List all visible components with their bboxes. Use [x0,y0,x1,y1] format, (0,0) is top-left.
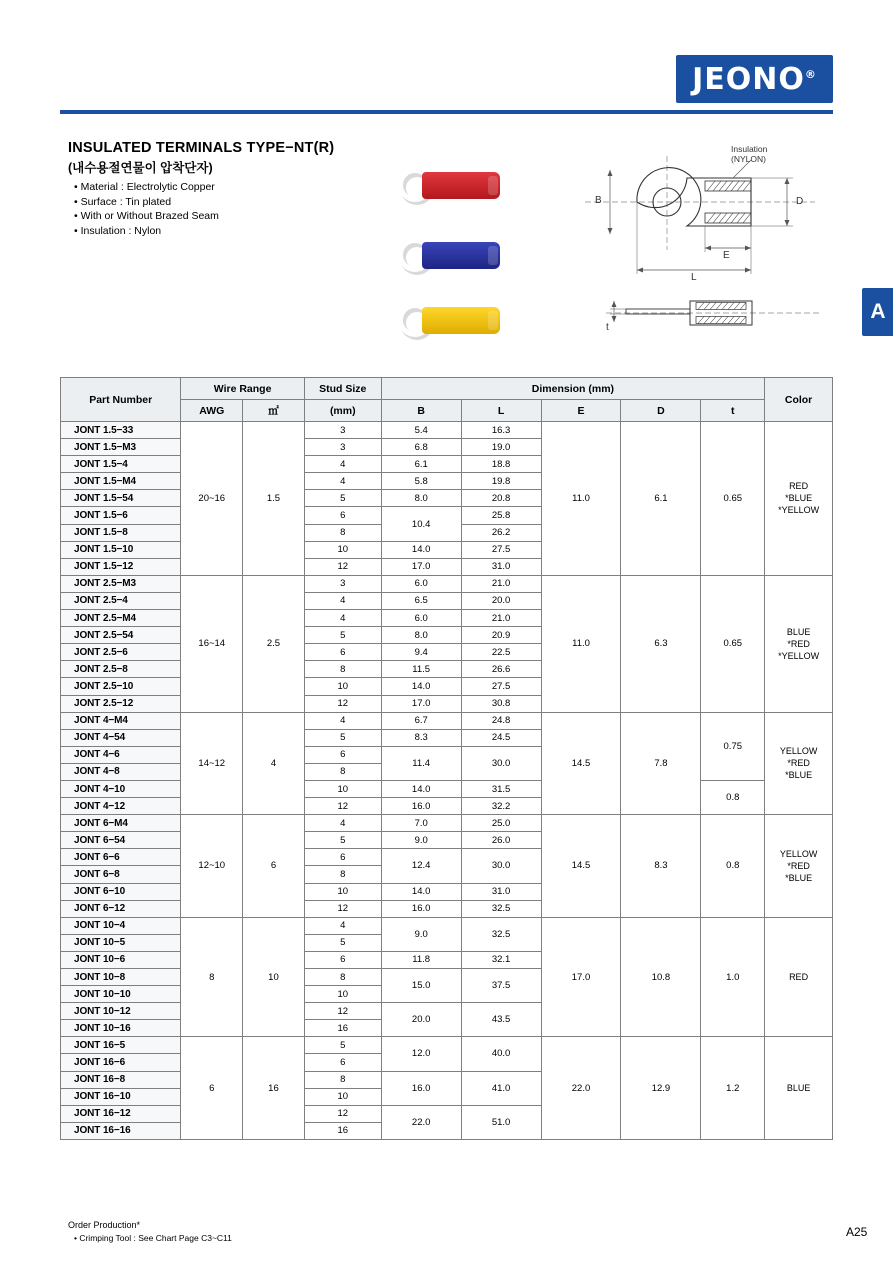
cell-dim-d: 8.3 [621,815,701,918]
cell-dim-b: 22.0 [381,1105,461,1139]
cell-part-number: JONT 2.5−6 [61,644,181,661]
table-row [61,422,833,439]
section-tab-a: A [862,288,893,336]
cell-dim-t: 0.65 [701,575,765,712]
cell-dim-d: 6.3 [621,575,701,712]
cell-stud-size: 10 [304,541,381,558]
cell-dim-e: 11.0 [541,575,621,712]
cell-stud-size: 3 [304,575,381,592]
cell-dim-b: 14.0 [381,883,461,900]
brand-registered-mark: ® [804,67,817,81]
terminal-spec-table [60,377,833,1140]
cell-dim-l: 20.8 [461,490,541,507]
cell-part-number: JONT 6−M4 [61,815,181,832]
cell-part-number: JONT 4−6 [61,746,181,763]
cell-dim-l: 32.2 [461,798,541,815]
cell-stud-size: 5 [304,627,381,644]
cell-awg: 8 [181,917,243,1037]
cell-dim-l: 51.0 [461,1105,541,1139]
cell-part-number: JONT 1.5−4 [61,456,181,473]
color-line: *BLUE [785,493,813,504]
cell-dim-l: 25.0 [461,815,541,832]
cell-stud-size: 5 [304,490,381,507]
page-title: INSULATED TERMINALS TYPE−NT(R) [68,140,335,156]
cell-dim-d: 6.1 [621,422,701,576]
cell-dim-l: 21.0 [461,575,541,592]
col-stud-size: Stud Size [304,378,381,400]
col-part-number: Part Number [61,378,181,422]
cell-stud-size: 4 [304,917,381,934]
color-line: RED [789,972,809,983]
cell-part-number: JONT 10−4 [61,917,181,934]
label-t: t [606,322,609,333]
cell-dim-b: 8.3 [381,729,461,746]
cell-dim-d: 10.8 [621,917,701,1037]
cell-stud-size: 6 [304,644,381,661]
col-dimension: Dimension (mm) [381,378,764,400]
cell-stud-size: 8 [304,1071,381,1088]
col-color: Color [765,378,833,422]
cell-part-number: JONT 1.5−M3 [61,439,181,456]
cell-dim-b: 20.0 [381,1003,461,1037]
cell-dim-l: 19.8 [461,473,541,490]
cell-dim-b: 6.1 [381,456,461,473]
col-dim-e: E [541,400,621,422]
label-b: B [595,195,602,206]
cell-mm2: 2.5 [243,575,305,712]
cell-dim-l: 41.0 [461,1071,541,1105]
cell-stud-size: 3 [304,422,381,439]
color-line: YELLOW [779,746,818,757]
cell-dim-l: 31.5 [461,780,541,797]
cell-stud-size: 16 [304,1020,381,1037]
table-row [61,1037,833,1054]
spec-bullet: • Surface : Tin plated [74,195,219,210]
cell-stud-size: 5 [304,729,381,746]
cell-dim-b: 5.4 [381,422,461,439]
cell-dim-b: 15.0 [381,969,461,1003]
cell-awg: 14~12 [181,712,243,815]
cell-dim-b: 6.7 [381,712,461,729]
cell-color [765,575,833,712]
cell-part-number: JONT 2.5−10 [61,678,181,695]
cell-dim-t: 0.8 [701,815,765,918]
page-subtitle: (내수용절연물이 압착단자) [68,161,213,175]
cell-dim-t: 0.65 [701,422,765,576]
spec-bullet: • Material : Electrolytic Copper [74,180,219,195]
col-dim-t: t [701,400,765,422]
color-line: BLUE [786,626,811,637]
header-divider [60,110,833,114]
cell-stud-size: 4 [304,815,381,832]
cell-dim-t: 1.2 [701,1037,765,1140]
cell-stud-size: 12 [304,900,381,917]
table-row [61,712,833,729]
footnote-order-production: Order Production* [68,1220,141,1230]
cell-mm2: 1.5 [243,422,305,576]
cell-stud-size: 6 [304,1054,381,1071]
cell-part-number: JONT 1.5−33 [61,422,181,439]
cell-dim-e: 17.0 [541,917,621,1037]
cell-dim-l: 21.0 [461,610,541,627]
cell-stud-size: 12 [304,695,381,712]
cell-stud-size: 10 [304,780,381,797]
cell-dim-e: 14.5 [541,712,621,815]
cell-part-number: JONT 4−M4 [61,712,181,729]
cell-dim-b: 14.0 [381,678,461,695]
cell-dim-e: 22.0 [541,1037,621,1140]
cell-stud-size: 6 [304,849,381,866]
product-photo-red [398,168,513,206]
cell-dim-b: 12.4 [381,849,461,883]
color-line: *RED [787,758,810,769]
color-line: RED [789,481,809,492]
cell-part-number: JONT 10−16 [61,1020,181,1037]
cell-awg: 20~16 [181,422,243,576]
cell-dim-l: 31.0 [461,558,541,575]
cell-dim-b: 8.0 [381,627,461,644]
cell-dim-b: 10.4 [381,507,461,541]
color-line: *BLUE [785,770,813,781]
cell-part-number: JONT 1.5−6 [61,507,181,524]
cell-dim-l: 32.1 [461,951,541,968]
cell-awg: 16~14 [181,575,243,712]
cell-dim-t: 1.0 [701,917,765,1037]
cell-stud-size: 12 [304,558,381,575]
cell-dim-l: 27.5 [461,678,541,695]
cell-dim-b: 14.0 [381,541,461,558]
cell-part-number: JONT 10−8 [61,969,181,986]
cell-dim-b: 9.0 [381,917,461,951]
cell-part-number: JONT 2.5−12 [61,695,181,712]
cell-part-number: JONT 6−6 [61,849,181,866]
cell-color [765,917,833,1037]
cell-dim-b: 11.4 [381,746,461,780]
cell-part-number: JONT 16−8 [61,1071,181,1088]
label-d: D [796,196,804,207]
cell-part-number: JONT 1.5−M4 [61,473,181,490]
cell-part-number: JONT 10−5 [61,934,181,951]
spec-bullet: • With or Without Brazed Seam [74,209,219,224]
technical-drawing-side [600,275,860,355]
cell-dim-b: 8.0 [381,490,461,507]
cell-stud-size: 12 [304,1003,381,1020]
cell-dim-l: 18.8 [461,456,541,473]
cell-part-number: JONT 10−12 [61,1003,181,1020]
cell-dim-l: 43.5 [461,1003,541,1037]
cell-stud-size: 16 [304,1122,381,1139]
col-dim-d: D [621,400,701,422]
cell-dim-l: 19.0 [461,439,541,456]
brand-logo-text: JEONO® [692,61,817,97]
table-row [61,815,833,832]
cell-dim-b: 11.8 [381,951,461,968]
cell-part-number: JONT 10−6 [61,951,181,968]
cell-dim-b: 6.0 [381,610,461,627]
cell-dim-b: 9.0 [381,832,461,849]
cell-dim-l: 20.0 [461,592,541,609]
cell-part-number: JONT 2.5−54 [61,627,181,644]
cell-part-number: JONT 6−54 [61,832,181,849]
cell-stud-size: 4 [304,592,381,609]
col-awg: AWG [181,400,243,422]
cell-mm2: 16 [243,1037,305,1140]
label-l: L [691,272,697,283]
cell-dim-l: 30.0 [461,849,541,883]
cell-part-number: JONT 2.5−4 [61,592,181,609]
col-wire-range: Wire Range [181,378,304,400]
cell-dim-b: 9.4 [381,644,461,661]
cell-dim-b: 6.5 [381,592,461,609]
cell-color [765,422,833,576]
cell-stud-size: 4 [304,456,381,473]
cell-dim-l: 24.5 [461,729,541,746]
cell-stud-size: 5 [304,934,381,951]
col-dim-l: L [461,400,541,422]
col-mm2: ㎡ [243,400,305,422]
cell-dim-d: 12.9 [621,1037,701,1140]
col-dim-b: B [381,400,461,422]
cell-dim-l: 26.0 [461,832,541,849]
color-line: BLUE [786,1083,811,1094]
cell-dim-b: 6.0 [381,575,461,592]
cell-dim-b: 12.0 [381,1037,461,1071]
table-row [61,917,833,934]
cell-dim-l: 32.5 [461,900,541,917]
cell-dim-b: 17.0 [381,695,461,712]
cell-stud-size: 12 [304,1105,381,1122]
cell-dim-b: 11.5 [381,661,461,678]
color-line: *BLUE [785,872,813,883]
cell-dim-l: 27.5 [461,541,541,558]
cell-mm2: 4 [243,712,305,815]
label-insulation: Insulation [731,144,768,154]
cell-stud-size: 10 [304,1088,381,1105]
color-line: YELLOW [779,848,818,859]
cell-part-number: JONT 2.5−M4 [61,610,181,627]
label-e: E [723,250,730,261]
cell-part-number: JONT 1.5−10 [61,541,181,558]
spec-bullet: • Insulation : Nylon [74,224,219,239]
footnote-crimping-tool: • Crimping Tool : See Chart Page C3~C11 [74,1233,232,1243]
cell-dim-l: 26.2 [461,524,541,541]
cell-stud-size: 4 [304,610,381,627]
cell-stud-size: 6 [304,951,381,968]
cell-stud-size: 4 [304,712,381,729]
cell-mm2: 6 [243,815,305,918]
cell-dim-l: 16.3 [461,422,541,439]
cell-dim-b: 6.8 [381,439,461,456]
cell-dim-l: 31.0 [461,883,541,900]
cell-dim-b: 14.0 [381,780,461,797]
cell-dim-b: 5.8 [381,473,461,490]
cell-dim-l: 24.8 [461,712,541,729]
table-row [61,780,833,797]
cell-part-number: JONT 10−10 [61,986,181,1003]
cell-dim-l: 32.5 [461,917,541,951]
cell-dim-l: 20.9 [461,627,541,644]
cell-stud-size: 6 [304,746,381,763]
cell-dim-b: 16.0 [381,798,461,815]
cell-stud-size: 8 [304,866,381,883]
cell-part-number: JONT 16−10 [61,1088,181,1105]
cell-dim-l: 22.5 [461,644,541,661]
cell-part-number: JONT 4−8 [61,763,181,780]
cell-part-number: JONT 2.5−8 [61,661,181,678]
cell-stud-size: 6 [304,507,381,524]
cell-stud-size: 5 [304,1037,381,1054]
col-stud-unit: (mm) [304,400,381,422]
cell-dim-e: 11.0 [541,422,621,576]
cell-color [765,815,833,918]
table-header-row [61,378,833,400]
cell-stud-size: 12 [304,798,381,815]
cell-stud-size: 8 [304,763,381,780]
terminal-side-view-svg [600,275,860,355]
table-body [61,422,833,1140]
cell-color [765,712,833,815]
cell-part-number: JONT 16−6 [61,1054,181,1071]
cell-mm2: 10 [243,917,305,1037]
cell-dim-t: 0.8 [701,780,765,814]
cell-stud-size: 8 [304,969,381,986]
cell-part-number: JONT 1.5−54 [61,490,181,507]
product-photo-blue [398,238,513,276]
cell-part-number: JONT 6−8 [61,866,181,883]
cell-stud-size: 10 [304,678,381,695]
cell-color [765,1037,833,1140]
cell-dim-d: 7.8 [621,712,701,815]
table-head [61,378,833,422]
color-line: *YELLOW [778,650,820,661]
product-photo-yellow [398,303,513,341]
color-line: *RED [787,860,810,871]
cell-dim-b: 7.0 [381,815,461,832]
cell-part-number: JONT 16−16 [61,1122,181,1139]
cell-part-number: JONT 4−10 [61,780,181,797]
cell-part-number: JONT 16−5 [61,1037,181,1054]
cell-dim-l: 30.8 [461,695,541,712]
cell-part-number: JONT 16−12 [61,1105,181,1122]
cell-stud-size: 3 [304,439,381,456]
cell-part-number: JONT 1.5−8 [61,524,181,541]
cell-dim-b: 17.0 [381,558,461,575]
page-number: A25 [846,1225,868,1239]
cell-stud-size: 10 [304,986,381,1003]
table-row [61,575,833,592]
label-nylon: (NYLON) [731,154,766,164]
cell-dim-b: 16.0 [381,900,461,917]
cell-dim-l: 30.0 [461,746,541,780]
cell-part-number: JONT 1.5−12 [61,558,181,575]
cell-stud-size: 5 [304,832,381,849]
cell-dim-l: 37.5 [461,969,541,1003]
cell-dim-l: 40.0 [461,1037,541,1071]
cell-stud-size: 8 [304,661,381,678]
cell-stud-size: 8 [304,524,381,541]
cell-dim-e: 14.5 [541,815,621,918]
cell-stud-size: 10 [304,883,381,900]
cell-part-number: JONT 2.5−M3 [61,575,181,592]
brand-logo [676,55,833,103]
color-line: *YELLOW [778,505,820,516]
cell-awg: 12~10 [181,815,243,918]
cell-dim-b: 16.0 [381,1071,461,1105]
cell-dim-t: 0.75 [701,712,765,780]
cell-awg: 6 [181,1037,243,1140]
cell-dim-l: 25.8 [461,507,541,524]
cell-part-number: JONT 4−54 [61,729,181,746]
color-line: *RED [787,638,810,649]
cell-stud-size: 4 [304,473,381,490]
cell-dim-l: 26.6 [461,661,541,678]
spec-bullet-list [74,180,219,238]
cell-part-number: JONT 4−12 [61,798,181,815]
cell-part-number: JONT 6−10 [61,883,181,900]
cell-part-number: JONT 6−12 [61,900,181,917]
